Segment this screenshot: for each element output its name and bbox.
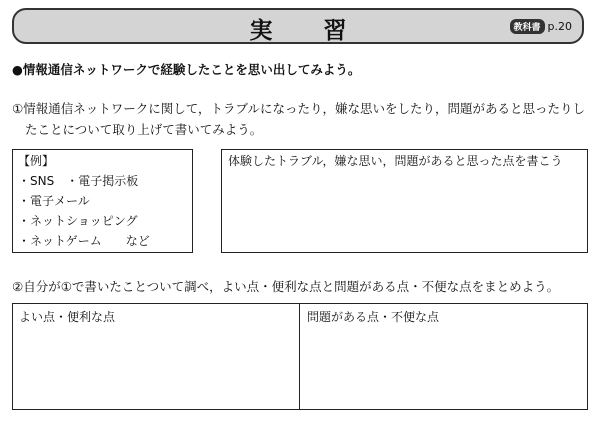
good-points-label: よい点・便利な点 <box>19 310 116 324</box>
title-bar <box>12 8 584 44</box>
examples-box <box>12 149 193 253</box>
task1-instructions <box>12 98 585 140</box>
problem-points-label: 問題がある点・不便な点 <box>307 310 440 324</box>
section-heading: ●情報通信ネットワークで経験したことを思い出してみよう。 <box>12 62 361 77</box>
example-item: ・ネットゲーム など <box>18 234 150 248</box>
task2-instructions <box>12 276 559 297</box>
trouble-answer-label: 体験したトラブル，嫌な思い，問題があると思った点を書こう <box>228 154 563 168</box>
page-title: 実 習 <box>249 18 361 44</box>
trouble-answer-box[interactable] <box>221 149 588 253</box>
example-item: ・SNS ・電子掲示板 <box>18 174 139 188</box>
textbook-page: p.20 <box>547 20 572 33</box>
examples-label: 【例】 <box>18 154 55 168</box>
task1-line2: たことについて取り上げて書いてみよう。 <box>25 122 263 137</box>
summary-answer-box <box>12 303 588 410</box>
textbook-badge: 教科書 <box>510 19 545 34</box>
example-item: ・ネットショッピング <box>18 214 138 228</box>
textbook-reference <box>510 19 573 34</box>
task2-line1: ②自分が①で書いたことついて調べ，よい点・便利な点と問題がある点・不便な点をまとめよう。 <box>12 279 560 294</box>
example-item: ・電子メール <box>18 194 90 208</box>
task1-line1: ①情報通信ネットワークに関して，トラブルになったり，嫌な思いをしたり，問題があると思ったりし <box>12 101 585 116</box>
summary-divider <box>299 304 300 409</box>
